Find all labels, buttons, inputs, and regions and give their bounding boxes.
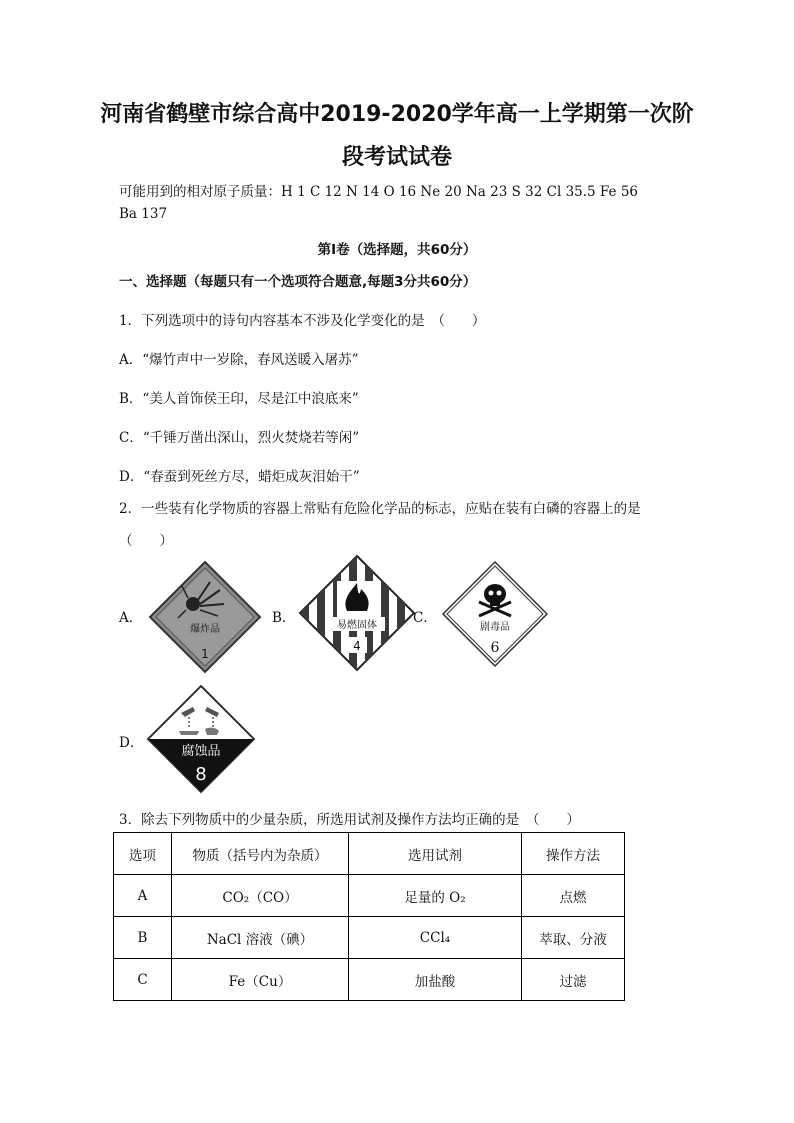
explosive-sign [148,560,262,674]
q1-option-c: C．“千锤万凿出深山，烈火焚烧若等闲” [119,430,360,446]
table-cell: B [114,917,172,959]
toxic-sign-number: 6 [490,640,500,656]
table-header-row [114,833,625,875]
table-cell: Fe（Cu） [172,959,349,1001]
table-cell: 过滤 [522,959,625,1001]
table-row [114,917,625,959]
table-cell: C [114,959,172,1001]
exam-title-line2: 段考试试卷 [341,145,452,170]
q2-label-c: C． [413,610,437,626]
atomic-mass-line1: 可能用到的相对原子质量：H 1 C 12 N 14 O 16 Ne 20 Na 23 S 32 Cl 35.5 Fe 56 [119,184,639,200]
table-header-cell: 选项 [114,833,172,875]
q2-label-a: A． [119,610,143,626]
table-cell: 足量的 O₂ [349,875,522,917]
table-row [114,959,625,1001]
corrosive-sign-number: 8 [195,764,207,785]
exam-title-line1: 河南省鹤壁市综合高中2019-2020学年高一上学期第一次阶 [100,102,694,127]
toxic-sign-text: 剧毒品 [480,622,510,633]
q1-option-b: B．“美人首饰侯王印，尽是江中浪底来” [119,391,359,407]
table-cell: 萃取、分液 [522,917,625,959]
part-heading: 一、选择题（每题只有一个选项符合题意,每题3分共60分） [119,274,477,290]
explosive-sign-text: 爆炸品 [190,624,220,635]
q2-stem-cont: （ ） [119,533,173,549]
section-heading: 第Ⅰ卷（选择题，共60分） [317,242,477,258]
table-cell: 点燃 [522,875,625,917]
flammable-solid-sign [297,553,417,673]
table-cell: A [114,875,172,917]
table-header-cell: 选用试剂 [349,833,522,875]
table-header-cell: 物质（括号内为杂质） [172,833,349,875]
q3-stem: 3．除去下列物质中的少量杂质，所选用试剂及操作方法均正确的是 （ ） [119,812,580,828]
q1-stem: 1．下列选项中的诗句内容基本不涉及化学变化的是 （ ） [119,313,486,329]
q2-label-b: B． [272,610,296,626]
atomic-mass-line2: Ba 137 [119,206,168,222]
table-cell: 加盐酸 [349,959,522,1001]
corrosive-sign-text: 腐蚀品 [181,744,221,759]
toxic-sign [441,560,549,668]
table-cell: CCl₄ [349,917,522,959]
flammable-sign-number: 4 [353,639,361,653]
table-row [114,875,625,917]
table-header-cell: 操作方法 [522,833,625,875]
q2-label-d: D． [119,735,144,751]
q2-stem: 2．一些装有化学物质的容器上常贴有危险化学品的标志，应贴在装有白磷的容器上的是 [119,501,641,517]
table-cell: NaCl 溶液（碘） [172,917,349,959]
corrosive-sign [145,683,257,795]
explosive-sign-number: 1 [201,647,209,661]
table-cell: CO₂（CO） [172,875,349,917]
q1-option-d: D．“春蚕到死丝方尽，蜡炬成灰泪始干” [119,469,360,485]
q1-option-a: A．“爆竹声中一岁除，春风送暖入屠苏” [119,352,359,368]
q3-table [113,832,625,1001]
flammable-sign-text: 易燃固体 [337,620,377,631]
